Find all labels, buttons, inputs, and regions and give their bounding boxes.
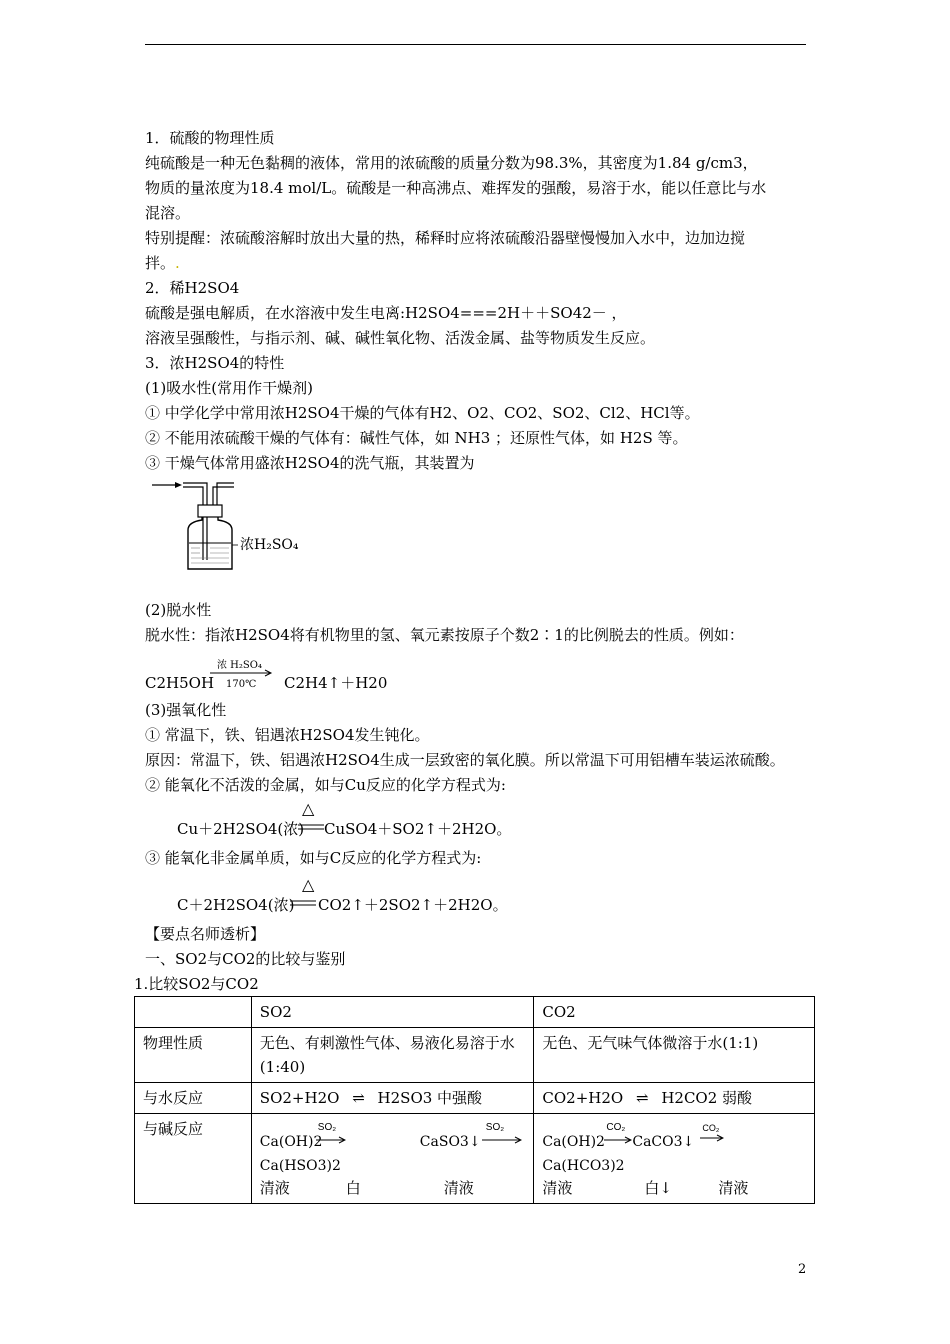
arrow-icon	[700, 1134, 724, 1142]
apparatus-label: 浓H₂SO₄	[240, 537, 299, 553]
marker-dot: .	[175, 254, 180, 272]
equals-sign	[298, 823, 326, 831]
observation: 清液	[718, 1179, 749, 1197]
table-cell: 无色、无气味气体微溶于水(1:1)	[534, 1028, 815, 1083]
reversible-arrow-icon: ⇌	[352, 1089, 365, 1107]
text-line: ① 中学化学中常用浓H2SO4干燥的气体有H2、O2、CO2、SO2、Cl2、HCl等。	[145, 404, 700, 422]
table-cell	[251, 1114, 534, 1204]
observation: 白	[345, 1179, 361, 1197]
reactant: Ca(OH)2	[542, 1134, 605, 1150]
equation-reactant: C＋2H2SO4(浓)	[177, 896, 295, 914]
text-line: ③ 能氧化非金属单质，如与C反应的化学方程式为:	[145, 849, 482, 867]
text-line: 物质的量浓度为18.4 mol/L。硫酸是一种高沸点、难挥发的强酸，易溶于水，能以任意比与水	[145, 179, 767, 197]
arrow-icon	[604, 1136, 632, 1144]
text-line: (3)强氧化性	[145, 701, 227, 719]
row-label: 与水反应	[135, 1083, 252, 1114]
text-line: (1)吸水性(常用作干燥剂)	[145, 379, 313, 397]
text-line: ② 不能用浓硫酸干燥的气体有：碱性气体，如 NH3 ；还原性气体，如 H2S 等。	[145, 429, 688, 447]
reactant: Ca(OH)2	[259, 1134, 323, 1150]
reactants: CO2+H2O	[542, 1089, 624, 1107]
arrow-label: SO₂	[317, 1122, 337, 1133]
text-line: 硫酸是强电解质，在水溶液中发生电离:H2SO4===2H＋＋SO42－ ，	[145, 304, 627, 322]
equation-reactant: C2H5OH	[145, 674, 215, 692]
heading-dilute: 2．稀H2SO4	[145, 279, 240, 297]
text-line: ③ 干燥气体常用盛浓H2SO4的洗气瓶，其装置为	[145, 454, 475, 472]
arrow-icon	[316, 1136, 346, 1144]
table-row	[135, 997, 815, 1028]
header-rule	[145, 44, 806, 45]
text-line: 纯硫酸是一种无色黏稠的液体，常用的浓硫酸的质量分数为98.3%，其密度为1.84 g/cm3，	[145, 154, 758, 172]
text-line: 混溶。	[145, 204, 191, 222]
text-span: 拌。	[145, 254, 176, 272]
equation-product: C2H4↑＋H20	[284, 674, 388, 692]
section-heading: 【要点名师透析】	[145, 925, 266, 943]
text-line: 溶液呈强酸性，与指示剂、碱、碱性氧化物、活泼金属、盐等物质发生反应。	[145, 329, 656, 347]
equals-sign	[290, 899, 318, 907]
row-label: 与碱反应	[135, 1114, 252, 1204]
text-line: (2)脱水性	[145, 601, 212, 619]
table-row	[135, 1114, 815, 1204]
gas-washing-bottle-diagram	[150, 475, 320, 575]
comparison-table	[134, 996, 815, 1204]
row-label: 物理性质	[135, 1028, 252, 1083]
equation-reactant: Cu＋2H2SO4(浓)	[177, 820, 305, 838]
heading-concentrated: 3．浓H2SO4的特性	[145, 354, 285, 372]
heat-symbol: △	[302, 799, 315, 818]
observation: 清液	[542, 1179, 573, 1197]
equation-product: CuSO4＋SO2↑＋2H2O。	[324, 820, 512, 838]
page-number: 2	[798, 1262, 807, 1277]
arrow-icon	[482, 1136, 522, 1144]
product: Ca(HCO3)2	[542, 1158, 625, 1174]
product: CaCO3↓	[632, 1134, 695, 1150]
products: H2SO3 中强酸	[377, 1089, 483, 1107]
table-row	[135, 1028, 815, 1083]
condition-top: 浓 H₂SO₄	[217, 660, 262, 671]
observation: 清液	[259, 1179, 290, 1197]
text-line: ① 常温下，铁、铝遇浓H2SO4发生钝化。	[145, 726, 430, 744]
table-header-so2: SO2	[251, 997, 534, 1028]
table-cell	[135, 997, 252, 1028]
heading-physical-properties: 1．硫酸的物理性质	[145, 129, 275, 147]
table-cell	[534, 1083, 815, 1114]
heat-symbol: △	[302, 875, 315, 894]
table-row	[135, 1083, 815, 1114]
text-line: 脱水性：指浓H2SO4将有机物里的氢、氧元素按原子个数2∶1的比例脱去的性质。例如：	[145, 626, 744, 644]
text-line: 原因：常温下，铁、铝遇浓H2SO4生成一层致密的氧化膜。所以常温下可用铝槽车装运浓硫酸。	[145, 751, 785, 769]
observation: 清液	[443, 1179, 474, 1197]
reversible-arrow-icon: ⇌	[635, 1089, 649, 1107]
equation-product: CO2↑＋2SO2↑＋2H2O。	[318, 896, 508, 914]
product: Ca(HSO3)2	[259, 1158, 341, 1174]
table-header-co2: CO2	[534, 997, 815, 1028]
text-line: 特别提醒：浓硫酸溶解时放出大量的热，稀释时应将浓硫酸沿器壁慢慢加入水中，边加边搅	[145, 229, 746, 247]
arrow-label: CO₂	[702, 1123, 720, 1133]
text-line: ② 能氧化不活泼的金属，如与Cu反应的化学方程式为:	[145, 776, 506, 794]
table-cell	[534, 1114, 815, 1204]
arrow-label: CO₂	[606, 1122, 626, 1133]
condition-bottom: 170℃	[226, 679, 257, 690]
text-line	[145, 254, 180, 272]
observation: 白↓	[644, 1179, 672, 1197]
table-cell: 无色、有刺激性气体、易液化易溶于水(1:40)	[251, 1028, 534, 1083]
section-subheading: 一、SO2与CO2的比较与鉴别	[145, 950, 346, 968]
product: CaSO3↓	[419, 1134, 481, 1150]
products: H2CO2 弱酸	[661, 1089, 753, 1107]
table-caption: 1.比较SO2与CO2	[134, 975, 259, 993]
table-cell	[251, 1083, 534, 1114]
reactants: SO2+H2O	[259, 1089, 340, 1107]
arrow-label: SO₂	[485, 1122, 505, 1133]
